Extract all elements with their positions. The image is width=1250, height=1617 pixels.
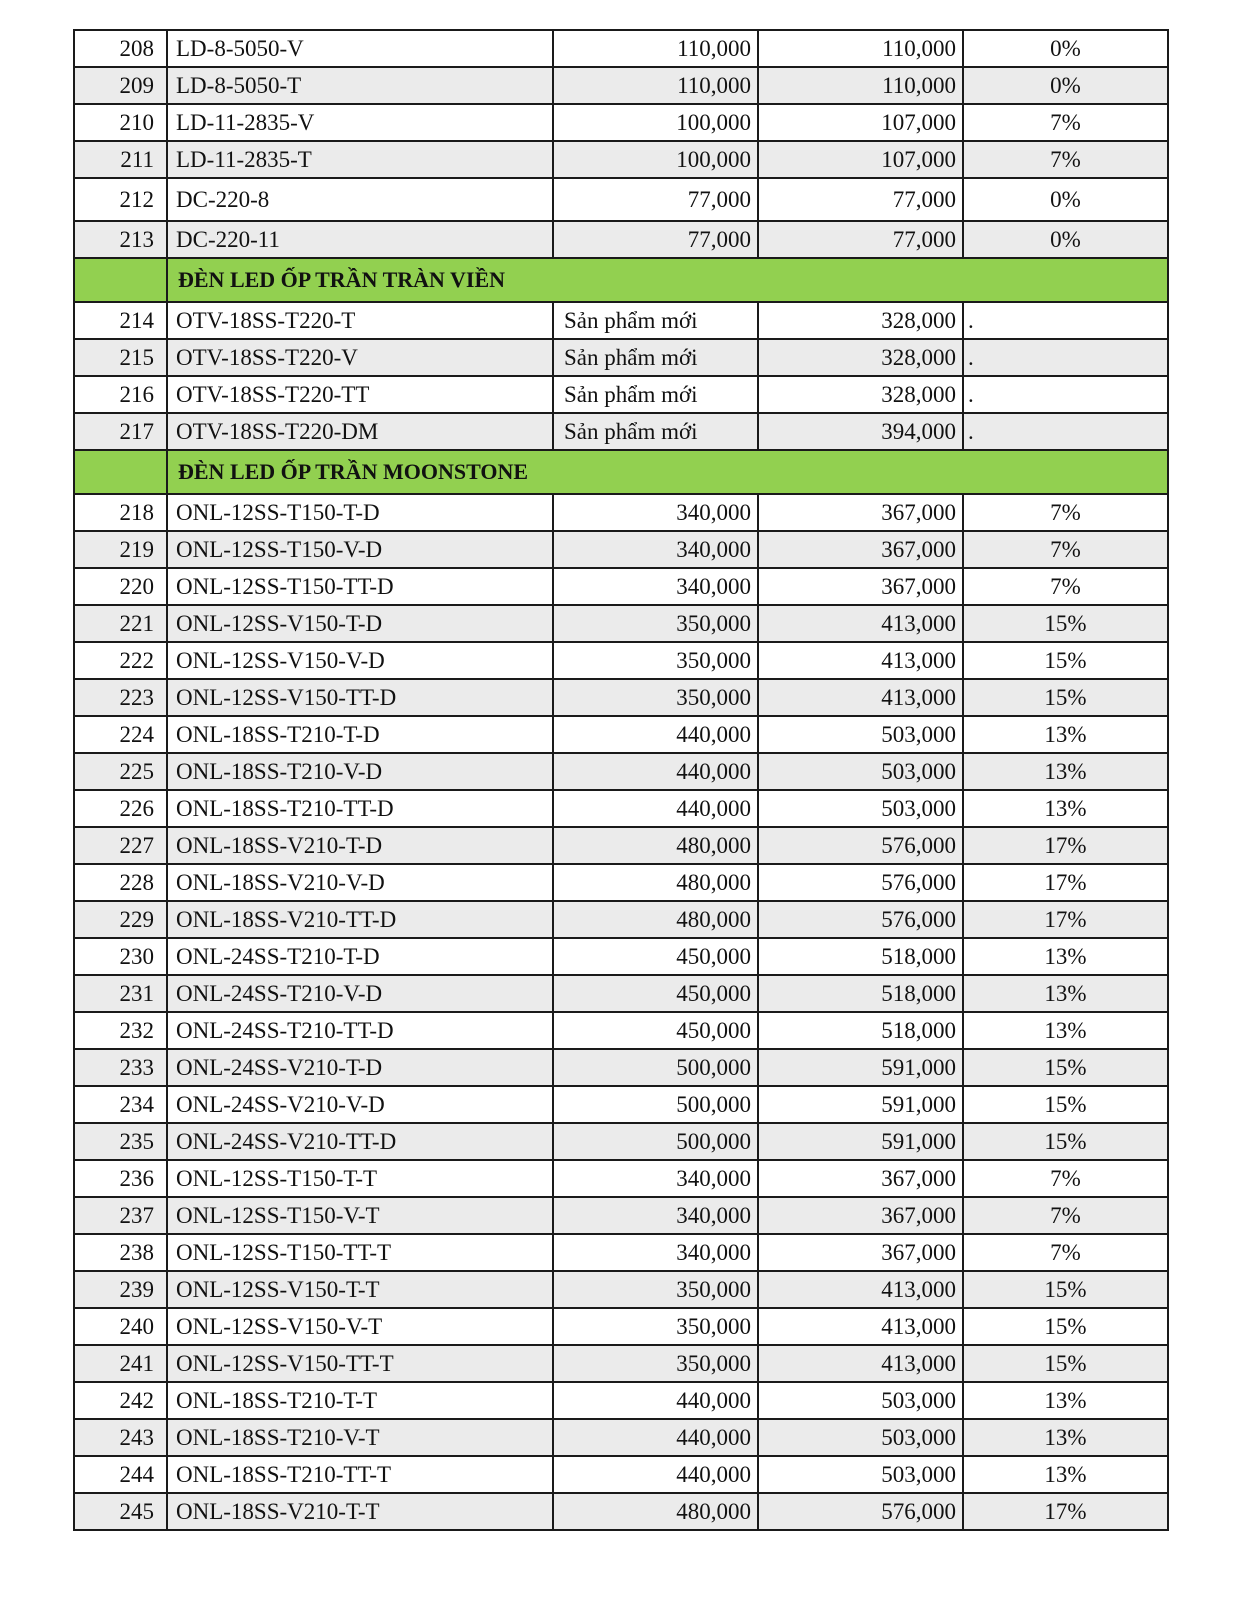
product-code: ONL-18SS-V210-T-D — [167, 827, 553, 864]
product-code: LD-8-5050-V — [167, 30, 553, 67]
product-code: ONL-18SS-V210-T-T — [167, 1493, 553, 1530]
row-number: 216 — [74, 376, 167, 413]
table-row — [74, 376, 1168, 413]
old-price: 340,000 — [553, 568, 758, 605]
change-percent: 17% — [963, 827, 1168, 864]
change-percent: 17% — [963, 1493, 1168, 1530]
old-price: 350,000 — [553, 1345, 758, 1382]
new-price: 413,000 — [758, 1271, 963, 1308]
old-price: 77,000 — [553, 178, 758, 221]
old-price: 100,000 — [553, 104, 758, 141]
section-header-row — [74, 450, 1168, 494]
product-code: ONL-24SS-V210-TT-D — [167, 1123, 553, 1160]
new-price: 503,000 — [758, 1419, 963, 1456]
old-price: 480,000 — [553, 901, 758, 938]
row-number: 208 — [74, 30, 167, 67]
old-price: 350,000 — [553, 605, 758, 642]
change-percent: . — [963, 376, 1168, 413]
row-number: 224 — [74, 716, 167, 753]
product-code: ONL-12SS-T150-V-D — [167, 531, 553, 568]
new-price: 328,000 — [758, 302, 963, 339]
old-price: 450,000 — [553, 938, 758, 975]
table-row — [74, 864, 1168, 901]
change-percent: 15% — [963, 1345, 1168, 1382]
change-percent: 15% — [963, 642, 1168, 679]
row-number: 233 — [74, 1049, 167, 1086]
row-number: 237 — [74, 1197, 167, 1234]
old-price: 500,000 — [553, 1049, 758, 1086]
table-row — [74, 605, 1168, 642]
old-price: 110,000 — [553, 67, 758, 104]
change-percent: . — [963, 302, 1168, 339]
product-code: ONL-12SS-V150-V-D — [167, 642, 553, 679]
row-number: 226 — [74, 790, 167, 827]
row-number: 243 — [74, 1419, 167, 1456]
product-code: ONL-12SS-V150-TT-D — [167, 679, 553, 716]
table-row — [74, 975, 1168, 1012]
row-number: 212 — [74, 178, 167, 221]
row-number: 230 — [74, 938, 167, 975]
product-code: OTV-18SS-T220-DM — [167, 413, 553, 450]
change-percent: 0% — [963, 221, 1168, 258]
new-price: 413,000 — [758, 605, 963, 642]
change-percent: 0% — [963, 178, 1168, 221]
table-row — [74, 413, 1168, 450]
old-price: 340,000 — [553, 494, 758, 531]
section-number-cell — [74, 450, 167, 494]
row-number: 234 — [74, 1086, 167, 1123]
table-row — [74, 1271, 1168, 1308]
row-number: 220 — [74, 568, 167, 605]
row-number: 229 — [74, 901, 167, 938]
table-row — [74, 494, 1168, 531]
change-percent: . — [963, 413, 1168, 450]
old-price: 440,000 — [553, 753, 758, 790]
row-number: 219 — [74, 531, 167, 568]
change-percent: 7% — [963, 1234, 1168, 1271]
old-price: 440,000 — [553, 1382, 758, 1419]
table-row — [74, 1197, 1168, 1234]
old-price: 110,000 — [553, 30, 758, 67]
change-percent: 13% — [963, 790, 1168, 827]
row-number: 211 — [74, 141, 167, 178]
change-percent: 0% — [963, 67, 1168, 104]
new-price: 576,000 — [758, 864, 963, 901]
row-number: 241 — [74, 1345, 167, 1382]
table-row — [74, 339, 1168, 376]
table-row — [74, 1419, 1168, 1456]
new-price: 394,000 — [758, 413, 963, 450]
change-percent: 7% — [963, 104, 1168, 141]
table-row — [74, 1382, 1168, 1419]
new-price: 77,000 — [758, 178, 963, 221]
product-code: OTV-18SS-T220-TT — [167, 376, 553, 413]
new-price: 413,000 — [758, 1345, 963, 1382]
new-price: 367,000 — [758, 1160, 963, 1197]
table-row — [74, 1160, 1168, 1197]
table-row — [74, 827, 1168, 864]
change-percent: 15% — [963, 1308, 1168, 1345]
row-number: 223 — [74, 679, 167, 716]
old-price: 440,000 — [553, 1419, 758, 1456]
old-price: 340,000 — [553, 531, 758, 568]
new-price: 503,000 — [758, 716, 963, 753]
change-percent: 7% — [963, 1160, 1168, 1197]
product-code: ONL-12SS-V150-T-T — [167, 1271, 553, 1308]
old-price: 340,000 — [553, 1234, 758, 1271]
old-price: 450,000 — [553, 1012, 758, 1049]
new-price: 107,000 — [758, 141, 963, 178]
change-percent: 15% — [963, 1086, 1168, 1123]
table-row — [74, 178, 1168, 221]
old-price: 450,000 — [553, 975, 758, 1012]
change-percent: 13% — [963, 1419, 1168, 1456]
table-row — [74, 221, 1168, 258]
table-row — [74, 1049, 1168, 1086]
change-percent: 17% — [963, 864, 1168, 901]
table-row — [74, 1123, 1168, 1160]
old-price: 340,000 — [553, 1197, 758, 1234]
change-percent: 0% — [963, 30, 1168, 67]
new-price: 367,000 — [758, 568, 963, 605]
price-table — [73, 29, 1169, 1531]
row-number: 236 — [74, 1160, 167, 1197]
change-percent: 13% — [963, 753, 1168, 790]
change-percent: 13% — [963, 1382, 1168, 1419]
change-percent: 13% — [963, 1456, 1168, 1493]
table-row — [74, 1345, 1168, 1382]
table-row — [74, 30, 1168, 67]
old-price: 440,000 — [553, 790, 758, 827]
old-price: 100,000 — [553, 141, 758, 178]
table-row — [74, 753, 1168, 790]
product-code: ONL-18SS-T210-TT-T — [167, 1456, 553, 1493]
new-price: 110,000 — [758, 30, 963, 67]
product-code: ONL-24SS-V210-V-D — [167, 1086, 553, 1123]
section-title: ĐÈN LED ỐP TRẦN TRÀN VIỀN — [167, 258, 1168, 302]
product-code: ONL-12SS-V150-V-T — [167, 1308, 553, 1345]
row-number: 238 — [74, 1234, 167, 1271]
product-code: ONL-12SS-T150-T-T — [167, 1160, 553, 1197]
new-price: 503,000 — [758, 1382, 963, 1419]
table-row — [74, 1456, 1168, 1493]
product-code: DC-220-11 — [167, 221, 553, 258]
table-row — [74, 679, 1168, 716]
product-note: Sản phẩm mới — [553, 339, 758, 376]
new-price: 367,000 — [758, 1234, 963, 1271]
product-code: ONL-18SS-T210-T-T — [167, 1382, 553, 1419]
row-number: 235 — [74, 1123, 167, 1160]
change-percent: 15% — [963, 1271, 1168, 1308]
price-table-body — [74, 30, 1168, 1530]
product-code: DC-220-8 — [167, 178, 553, 221]
row-number: 242 — [74, 1382, 167, 1419]
row-number: 239 — [74, 1271, 167, 1308]
old-price: 350,000 — [553, 642, 758, 679]
table-row — [74, 1086, 1168, 1123]
change-percent: 7% — [963, 141, 1168, 178]
new-price: 576,000 — [758, 1493, 963, 1530]
product-note: Sản phẩm mới — [553, 376, 758, 413]
row-number: 218 — [74, 494, 167, 531]
new-price: 591,000 — [758, 1123, 963, 1160]
product-code: ONL-18SS-T210-TT-D — [167, 790, 553, 827]
product-code: ONL-12SS-T150-TT-T — [167, 1234, 553, 1271]
new-price: 413,000 — [758, 1308, 963, 1345]
product-code: ONL-24SS-T210-V-D — [167, 975, 553, 1012]
new-price: 518,000 — [758, 1012, 963, 1049]
table-row — [74, 1308, 1168, 1345]
row-number: 217 — [74, 413, 167, 450]
table-row — [74, 1234, 1168, 1271]
product-code: ONL-12SS-V150-TT-T — [167, 1345, 553, 1382]
old-price: 480,000 — [553, 827, 758, 864]
new-price: 576,000 — [758, 901, 963, 938]
old-price: 500,000 — [553, 1123, 758, 1160]
product-code: ONL-18SS-T210-T-D — [167, 716, 553, 753]
row-number: 210 — [74, 104, 167, 141]
table-row — [74, 642, 1168, 679]
change-percent: 17% — [963, 901, 1168, 938]
change-percent: 7% — [963, 568, 1168, 605]
new-price: 576,000 — [758, 827, 963, 864]
product-code: ONL-18SS-T210-V-D — [167, 753, 553, 790]
new-price: 413,000 — [758, 679, 963, 716]
old-price: 340,000 — [553, 1160, 758, 1197]
row-number: 213 — [74, 221, 167, 258]
change-percent: 7% — [963, 531, 1168, 568]
new-price: 591,000 — [758, 1086, 963, 1123]
table-row — [74, 716, 1168, 753]
new-price: 518,000 — [758, 938, 963, 975]
new-price: 503,000 — [758, 1456, 963, 1493]
product-code: ONL-12SS-T150-TT-D — [167, 568, 553, 605]
section-header-row — [74, 258, 1168, 302]
old-price: 350,000 — [553, 679, 758, 716]
new-price: 328,000 — [758, 339, 963, 376]
product-code: ONL-18SS-V210-TT-D — [167, 901, 553, 938]
row-number: 231 — [74, 975, 167, 1012]
product-code: LD-11-2835-T — [167, 141, 553, 178]
change-percent: 15% — [963, 679, 1168, 716]
product-code: ONL-24SS-T210-T-D — [167, 938, 553, 975]
table-row — [74, 67, 1168, 104]
new-price: 367,000 — [758, 531, 963, 568]
change-percent: 13% — [963, 1012, 1168, 1049]
change-percent: 15% — [963, 1049, 1168, 1086]
new-price: 591,000 — [758, 1049, 963, 1086]
product-code: ONL-12SS-V150-T-D — [167, 605, 553, 642]
change-percent: 13% — [963, 938, 1168, 975]
new-price: 367,000 — [758, 494, 963, 531]
new-price: 413,000 — [758, 642, 963, 679]
row-number: 221 — [74, 605, 167, 642]
product-note: Sản phẩm mới — [553, 413, 758, 450]
product-note: Sản phẩm mới — [553, 302, 758, 339]
table-row — [74, 790, 1168, 827]
new-price: 367,000 — [758, 1197, 963, 1234]
old-price: 440,000 — [553, 716, 758, 753]
change-percent: 7% — [963, 494, 1168, 531]
new-price: 328,000 — [758, 376, 963, 413]
new-price: 110,000 — [758, 67, 963, 104]
product-code: ONL-18SS-T210-V-T — [167, 1419, 553, 1456]
product-code: ONL-24SS-V210-T-D — [167, 1049, 553, 1086]
change-percent: 15% — [963, 1123, 1168, 1160]
new-price: 518,000 — [758, 975, 963, 1012]
table-row — [74, 1493, 1168, 1530]
old-price: 500,000 — [553, 1086, 758, 1123]
old-price: 350,000 — [553, 1271, 758, 1308]
row-number: 244 — [74, 1456, 167, 1493]
row-number: 225 — [74, 753, 167, 790]
table-row — [74, 104, 1168, 141]
row-number: 240 — [74, 1308, 167, 1345]
product-code: ONL-18SS-V210-V-D — [167, 864, 553, 901]
old-price: 480,000 — [553, 864, 758, 901]
new-price: 107,000 — [758, 104, 963, 141]
old-price: 480,000 — [553, 1493, 758, 1530]
change-percent: 13% — [963, 975, 1168, 1012]
row-number: 222 — [74, 642, 167, 679]
table-row — [74, 1012, 1168, 1049]
product-code: LD-8-5050-T — [167, 67, 553, 104]
section-title: ĐÈN LED ỐP TRẦN MOONSTONE — [167, 450, 1168, 494]
row-number: 214 — [74, 302, 167, 339]
old-price: 77,000 — [553, 221, 758, 258]
table-row — [74, 901, 1168, 938]
product-code: OTV-18SS-T220-T — [167, 302, 553, 339]
row-number: 245 — [74, 1493, 167, 1530]
change-percent: . — [963, 339, 1168, 376]
old-price: 350,000 — [553, 1308, 758, 1345]
row-number: 228 — [74, 864, 167, 901]
change-percent: 13% — [963, 716, 1168, 753]
table-row — [74, 938, 1168, 975]
product-code: OTV-18SS-T220-V — [167, 339, 553, 376]
change-percent: 7% — [963, 1197, 1168, 1234]
table-row — [74, 141, 1168, 178]
product-code: ONL-12SS-T150-T-D — [167, 494, 553, 531]
change-percent: 15% — [963, 605, 1168, 642]
table-row — [74, 531, 1168, 568]
product-code: ONL-12SS-T150-V-T — [167, 1197, 553, 1234]
table-row — [74, 568, 1168, 605]
row-number: 227 — [74, 827, 167, 864]
row-number: 232 — [74, 1012, 167, 1049]
new-price: 77,000 — [758, 221, 963, 258]
new-price: 503,000 — [758, 753, 963, 790]
product-code: ONL-24SS-T210-TT-D — [167, 1012, 553, 1049]
product-code: LD-11-2835-V — [167, 104, 553, 141]
new-price: 503,000 — [758, 790, 963, 827]
section-number-cell — [74, 258, 167, 302]
table-row — [74, 302, 1168, 339]
old-price: 440,000 — [553, 1456, 758, 1493]
row-number: 215 — [74, 339, 167, 376]
row-number: 209 — [74, 67, 167, 104]
